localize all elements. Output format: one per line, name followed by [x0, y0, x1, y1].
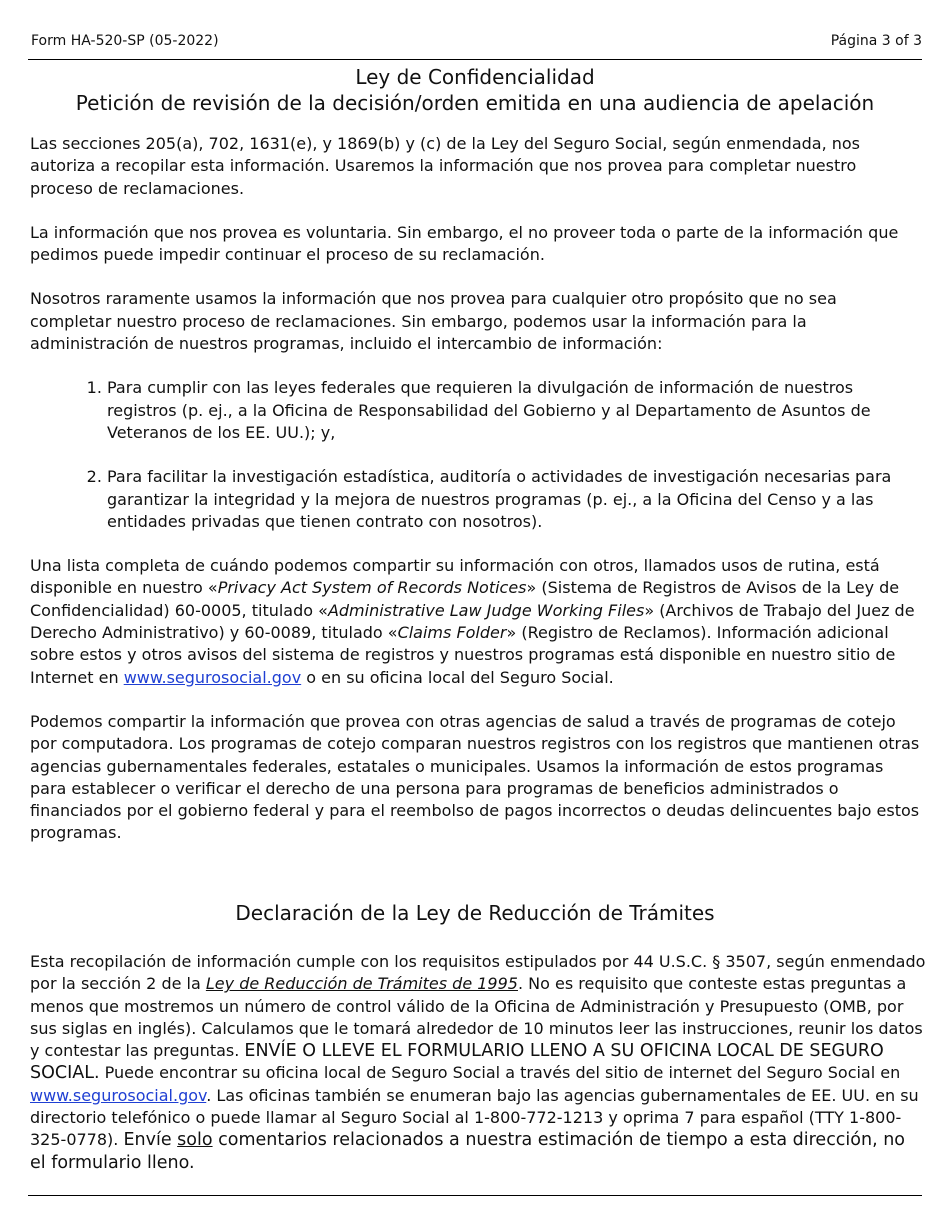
- text-segment: o en su oficina local del Seguro Social.: [301, 667, 614, 687]
- privacy-act-title-block: [28, 64, 922, 116]
- italic-title: Privacy Act System of Records Notices: [217, 578, 527, 598]
- privacy-act-title: Ley de Confidencialidad: [355, 65, 595, 89]
- text-segment: . Las oficinas también se enumeran bajo las agencias gubernamentales de EE. UU. en su directorio telefónico o puede llamar al Seguro Social al 1-800-772-1213 y oprima 7 para español (TTY 1-800-325-0778).: [30, 1085, 919, 1150]
- text-segment: Puede encontrar su oficina local de Seguro Social a través del sitio de internet del Seguro Social en: [99, 1063, 901, 1083]
- text-segment: . No es requisito que conteste estas preguntas a menos que mostremos un número de control válido de la Oficina de Administración y Presupuesto (OMB, por sus siglas en inglés). Calculamos que le tomará alrededor de 10 minutos leer las instrucciones, reunir los datos y contestar las preguntas.: [30, 974, 923, 1061]
- privacy-paragraph-5: Podemos compartir la información que provea con otras agencias de salud a través de programas de cotejo por computadora. Los programas de cotejo comparan nuestros registros con los registros que mantienen otras agencias gubernamentales federales, estatales o municipales. Usamos la información de estos programas para establecer o verificar el derecho de una persona para programas de beneficios administrados o financiados por el gobierno federal y para el reembolso de pagos incorrectos o deudas delincuentes bajo estos programas.: [30, 711, 920, 843]
- text-segment: » (Registro de Reclamos). Información adicional sobre estos y otros avisos del sistema de registros y nuestros programas está disponible en nuestro sitio de Internet en: [30, 623, 896, 687]
- privacy-paragraph-2: La información que nos provea es voluntaria. Sin embargo, el no proveer toda o parte de la información que pedimos puede impedir continuar el proceso de su reclamación.: [30, 222, 899, 265]
- routine-uses-list: [30, 377, 922, 533]
- paperwork-act-title: Declaración de la Ley de Reducción de Trámites: [235, 901, 715, 925]
- privacy-paragraph-3: Nosotros raramente usamos la información que nos provea para cualquier otro propósito que no sea completar nuestro proceso de reclamaciones. Sin embargo, podemos usar la información para la administración de nuestros programas, incluido el intercambio de información:: [30, 289, 837, 354]
- privacy-act-body: [30, 133, 922, 867]
- list-item: 1. Para cumplir con las leyes federales que requieren la divulgación de información de nuestros registros (p. ej., a la Oficina de Responsabilidad del Gobierno y al Departamento de Asuntos de Veteranos de los EE. UU.); y,: [107, 377, 922, 444]
- solo-emphasis: solo: [177, 1130, 213, 1151]
- text-segment: comentarios relacionados a nuestra estimación de tiempo a esta dirección, no el formulario lleno.: [30, 1130, 906, 1173]
- privacy-paragraph-4: [30, 555, 922, 689]
- text-segment: » (Sistema de Registros de Avisos de la Ley de Confidencialidad) 60-0005, titulado «: [30, 578, 900, 620]
- privacy-act-subtitle: Petición de revisión de la decisión/orden emitida en una audiencia de apelación: [75, 91, 875, 115]
- law-name: Ley de Reducción de Trámites de 1995: [205, 974, 518, 994]
- text-segment: » (Archivos de Trabajo del Juez de Derecho Administrativo) y 60-0089, titulado «: [30, 600, 915, 643]
- form-id: Form HA-520-SP (05-2022): [31, 33, 219, 49]
- privacy-paragraph-1: Las secciones 205(a), 702, 1631(e), y 1869(b) y (c) de la Ley del Seguro Social, según enmendada, nos autoriza a recopilar esta información. Usaremos la información que nos provea para completar nuestro proceso de reclamaciones.: [30, 134, 861, 198]
- list-item: 2. Para facilitar la investigación estadística, auditoría o actividades de investigación necesarias para garantizar la integridad y la mejora de nuestros programas (p. ej., a la Oficina del Censo y a las entidades privadas que tienen contrato con nosotros).: [107, 466, 922, 533]
- text-segment: Una lista completa de cuándo podemos compartir su información con otros, llamados usos de rutina, está disponible en nuestro «: [30, 556, 880, 598]
- italic-title: Claims Folder: [397, 623, 507, 643]
- italic-title: Administrative Law Judge Working Files: [327, 600, 645, 620]
- page-header: [28, 33, 922, 60]
- segurosocial-link[interactable]: www.segurosocial.gov: [30, 1085, 207, 1105]
- segurosocial-link[interactable]: www.segurosocial.gov: [123, 667, 302, 687]
- caps-instruction: ENVÍE O LLEVE EL FORMULARIO LLENO A SU OFICINA LOCAL DE SEGURO SOCIAL.: [30, 1041, 884, 1084]
- footer-divider: [28, 1195, 922, 1196]
- text-segment: Envíe: [123, 1130, 178, 1151]
- paperwork-act-body: [30, 951, 926, 1174]
- text-segment: Esta recopilación de información cumple con los requisitos estipulados por 44 U.S.C. § 3507, según enmendado por la sección 2 de la: [30, 952, 926, 994]
- page-number: Página 3 of 3: [830, 33, 922, 49]
